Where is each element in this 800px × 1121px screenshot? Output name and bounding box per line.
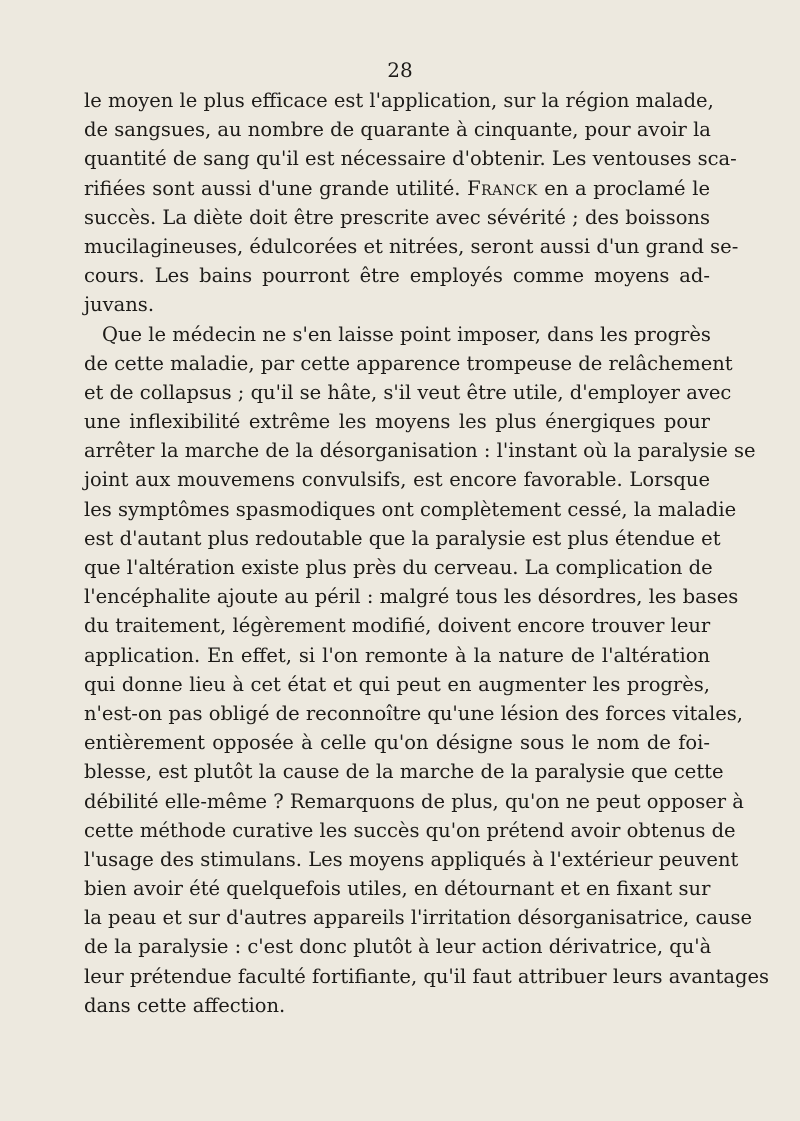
text-line: cette méthode curative les succès qu'on prétend avoir obtenus de <box>84 818 736 842</box>
text-line: l'encéphalite ajoute au péril : malgré tous les désordres, les bases <box>84 585 739 609</box>
text-line: une inflexibilité extrême les moyens les plus énergiques pour <box>84 410 710 434</box>
text-line: arrêter la marche de la désorganisation : l'instant où la paralysie se <box>84 439 756 463</box>
text-line: juvans. <box>84 293 155 317</box>
text-line: de cette maladie, par cette apparence trompeuse de relâchement <box>84 351 733 375</box>
text-line: les symptômes spasmodiques ont complètement cessé, la maladie <box>84 497 737 521</box>
text-line-with-name <box>84 174 710 203</box>
text-line: joint aux mouvemens convulsifs, est encore favorable. Lorsque <box>84 468 710 492</box>
text-line: qui donne lieu à cet état et qui peut en augmenter les progrès, <box>84 672 710 696</box>
text-line: Que le médecin ne s'en laisse point imposer, dans les progrès <box>102 322 711 346</box>
text-line: de la paralysie : c'est donc plutôt à leur action dérivatrice, qu'à <box>84 935 712 959</box>
text-line: débilité elle-même ? Remarquons de plus, qu'on ne peut opposer à <box>84 789 744 813</box>
text-line: l'usage des stimulans. Les moyens appliqués à l'extérieur peuvent <box>84 847 739 871</box>
text-line: dans cette affection. <box>84 993 286 1017</box>
text-line: du traitement, légèrement modifié, doivent encore trouver leur <box>84 614 711 638</box>
text-line: est d'autant plus redoutable que la paralysie est plus étendue et <box>84 526 721 550</box>
text-line: bien avoir été quelquefois utiles, en détournant et en fixant sur <box>84 877 711 901</box>
paragraph-2 <box>84 320 770 1021</box>
text-line: de sangsues, au nombre de quarante à cinquante, pour avoir la <box>84 118 711 142</box>
text-segment: en a proclamé le <box>544 176 710 200</box>
text-line: blesse, est plutôt la cause de la marche de la paralysie que cette <box>84 760 724 784</box>
text-line: n'est-on pas obligé de reconnoître qu'une lésion des forces vitales, <box>84 701 744 725</box>
text-line: succès. La diète doit être prescrite avec sévérité ; des boissons <box>84 205 710 229</box>
text-line: le moyen le plus efficace est l'application, sur la région malade, <box>84 89 714 112</box>
paragraph-1 <box>84 86 739 320</box>
text-line: entièrement opposée à celle qu'on désigne sous le nom de foi- <box>84 731 710 755</box>
text-segment: rifiées sont aussi d'une grande utilité. <box>84 176 461 200</box>
text-line: mucilagineuses, édulcorées et nitrées, seront aussi d'un grand se- <box>84 234 739 258</box>
page-number: 28 <box>387 58 413 82</box>
text-line: quantité de sang qu'il est nécessaire d'obtenir. Les ventouses sca- <box>84 147 737 171</box>
text-line: et de collapsus ; qu'il se hâte, s'il veut être utile, d'employer avec <box>84 380 732 404</box>
body-text <box>84 86 770 1020</box>
text-line: application. En effet, si l'on remonte à la nature de l'altération <box>84 643 710 667</box>
text-line: cours. Les bains pourront être employés comme moyens ad- <box>84 264 710 288</box>
text-line: la peau et sur d'autres appareils l'irritation désorganisatrice, cause <box>84 906 753 930</box>
text-line: leur prétendue faculté fortifiante, qu'il faut attribuer leurs avantages <box>84 964 770 988</box>
text-line: que l'altération existe plus près du cerveau. La complication de <box>84 556 713 579</box>
author-name: Franck <box>467 176 538 200</box>
